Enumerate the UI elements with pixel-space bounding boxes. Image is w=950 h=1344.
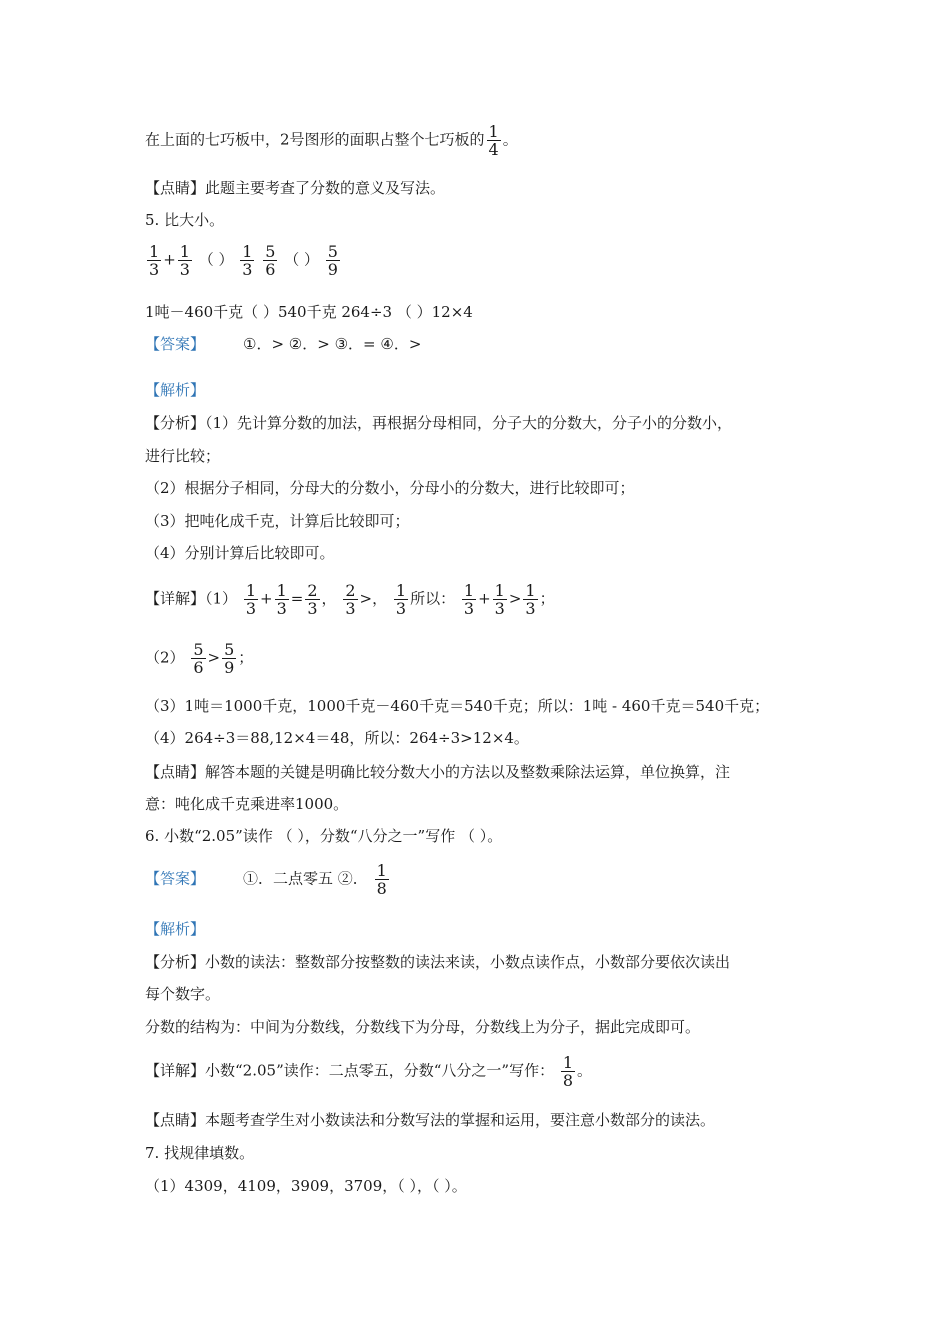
q5-fenxi3: （3）把吨化成千克，计算后比较即可；	[145, 512, 410, 530]
q5-row2: 1吨－460千克（ ）540千克 264÷3 （ ）12×4	[145, 303, 473, 321]
fraction: $\frac{1}{4}$	[488, 122, 499, 159]
q6-answer: 【答案】 ①．二点零五 ②． $\frac{1}{8}$	[145, 861, 387, 898]
fraction: $\frac{5}{6}$	[265, 242, 276, 279]
answer-label: 【答案】	[145, 869, 206, 888]
fraction: $\frac{5}{9}$	[327, 242, 338, 279]
q7-title: 7. 找规律填数。	[145, 1144, 255, 1162]
q5-detail2: （2） $\frac{5}{6}$ > $\frac{5}{9}$ ；	[145, 640, 254, 677]
q7-line1: （1）4309，4109，3909，3709，（ ），（ ）。	[145, 1177, 467, 1195]
q4-tail-line: 在上面的七巧板中，2号图形的面职占整个七巧板的 $\frac{1}{4}$ 。	[145, 122, 518, 159]
fraction: $\frac{1}{3}$	[525, 581, 536, 618]
fraction: $\frac{1}{3}$	[179, 242, 190, 279]
fraction: $\frac{1}{3}$	[242, 242, 253, 279]
fraction: $\frac{5}{9}$	[224, 640, 235, 677]
answer-label: 【答案】	[145, 335, 206, 353]
fraction: $\frac{1}{3}$	[276, 581, 287, 618]
q6-note: 【点睛】本题考查学生对小数读法和分数写法的掌握和运用，要注意小数部分的读法。	[145, 1111, 716, 1129]
q6-fenxi2: 分数的结构为：中间为分数线，分数线下为分母，分数线上为分子，据此完成即可。	[145, 1018, 701, 1036]
q5-fenxi4: （4）分别计算后比较即可。	[145, 544, 335, 562]
q6-detail: 【详解】小数“2.05”读作：二点零五，分数“八分之一”写作： $\frac{1}{8}$ 。	[145, 1053, 593, 1090]
fraction: $\frac{1}{3}$	[149, 242, 160, 279]
q5-fenxi2: （2）根据分子相同，分母大的分数小，分母小的分数大，进行比较即可；	[145, 479, 635, 497]
q5-detail1: 【详解】（1） $\frac{1}{3}$ + $\frac{1}{3}$ = $\frac{2}{3}$ ， $\frac{2}{3}$ >， $\frac{1}{3}$ 所以： $\frac{1}{3}$ + $\frac{1}{3}$ > $\frac{1}{3}$ ；	[145, 581, 555, 618]
fraction: $\frac{1}{8}$	[376, 861, 387, 898]
q6-title: 6. 小数“2.05”读作 （ ），分数“八分之一”写作 （ ）。	[145, 827, 503, 845]
q5-fenxi1: 【分析】（1）先计算分数的加法，再根据分母相同，分子大的分数大，分子小的分数小，	[145, 414, 733, 432]
q6-analysis-label: 【解析】	[145, 920, 206, 938]
fraction: $\frac{1}{3}$	[494, 581, 505, 618]
q5-note1: 【点睛】解答本题的关键是明确比较分数大小的方法以及整数乘除法运算，单位换算，注	[145, 763, 731, 781]
q5-detail4: （4）264÷3＝88,12×4＝48，所以：264÷3>12×4。	[145, 729, 529, 747]
q5-detail3: （3）1吨＝1000千克，1000千克－460千克＝540千克；所以：1吨 - 460千克＝540千克；	[145, 697, 770, 715]
q6-fenxi1: 【分析】小数的读法：整数部分按整数的读法来读，小数点读作点，小数部分要依次读出	[145, 953, 731, 971]
q5-fenxi1b: 进行比较；	[145, 447, 221, 465]
fraction: $\frac{1}{3}$	[245, 581, 257, 618]
fraction: $\frac{2}{3}$	[307, 581, 318, 618]
q5-note2: 意：吨化成千克乘进率1000。	[145, 795, 349, 813]
q5-title: 5. 比大小。	[145, 211, 225, 229]
fraction: $\frac{1}{8}$	[562, 1053, 574, 1090]
fraction: $\frac{5}{6}$	[193, 640, 204, 677]
q5-analysis-label: 【解析】	[145, 381, 206, 399]
q4-note: 【点睛】此题主要考查了分数的意义及写法。	[145, 179, 446, 197]
q5-row1: $\frac{1}{3}$ + $\frac{1}{3}$ （ ） $\frac{1}{3}$ $\frac{5}{6}$ （ ） $\frac{5}{9}$	[149, 242, 338, 279]
q6-fenxi1b: 每个数字。	[145, 985, 221, 1003]
fraction: $\frac{2}{3}$	[345, 581, 356, 618]
fraction: $\frac{1}{3}$	[463, 581, 475, 618]
fraction: $\frac{1}{3}$	[395, 581, 407, 618]
q5-answer: 【答案】 ①．> ②．> ③．= ④．>	[145, 335, 422, 353]
